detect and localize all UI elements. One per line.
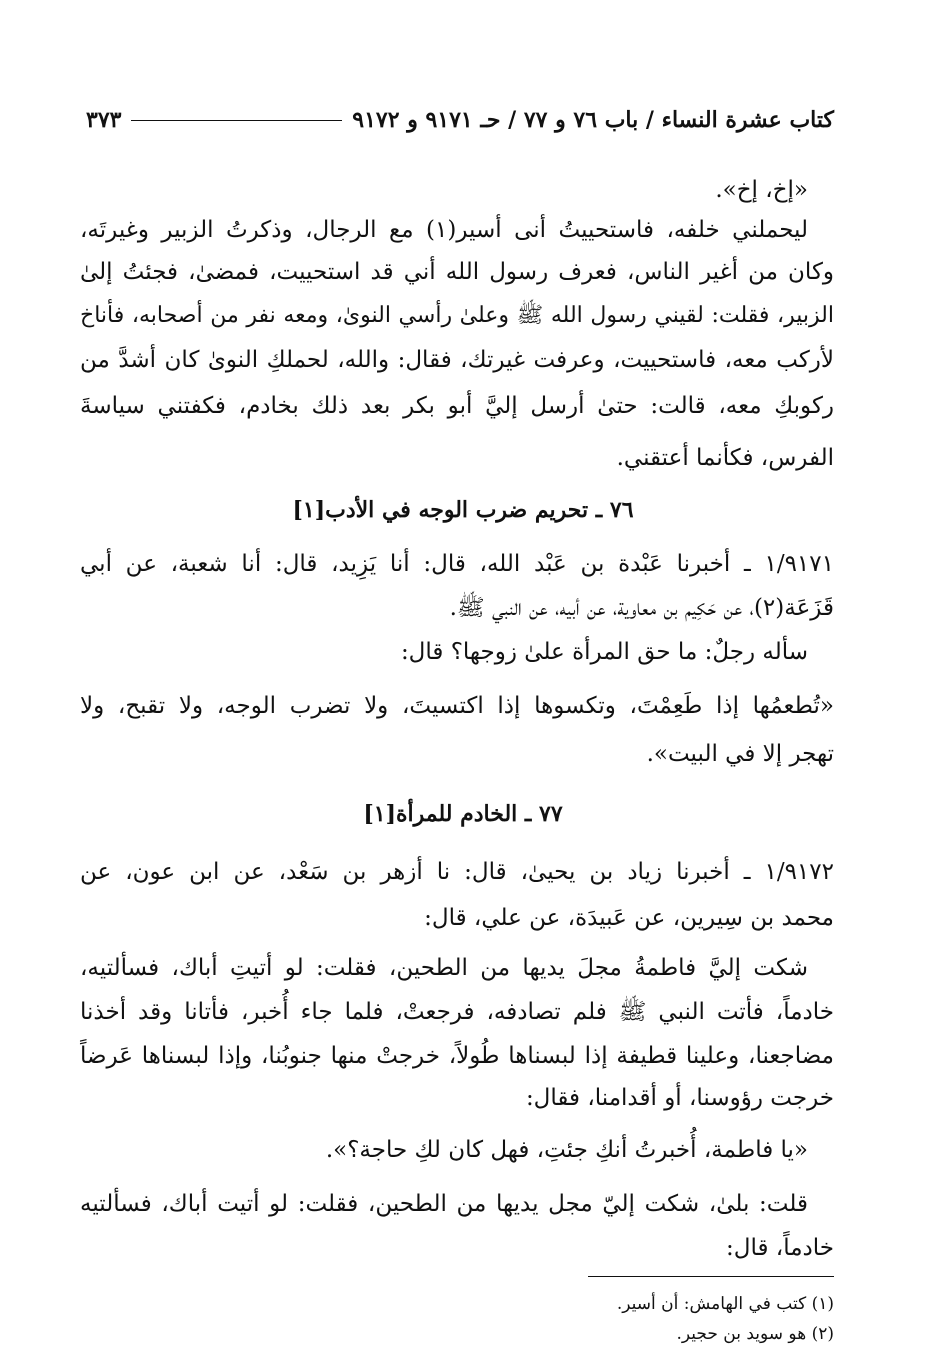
- page-number: ٣٧٣: [86, 107, 122, 133]
- text-line: الفرس، فكأنما أعتقني.: [616, 445, 834, 471]
- hadith-line: مضاجعنا، وعلينا قطيفة إذا لبسناها طُولاً، خرجتْ منها جنوبُنا، وإذا لبسناها عَرضاً: [80, 1043, 834, 1069]
- chapter-heading: ٧٦ ـ تحريم ضرب الوجه في الأدب[١]: [292, 497, 634, 523]
- text-line: «إخ، إخ».: [715, 177, 808, 203]
- hadith-line: «تُطعمُها إذا طَعِمْتَ، وتكسوها إذا اكتسيتَ، ولا تضرب الوجه، ولا تقبح، ولا: [80, 693, 834, 719]
- running-header: [86, 100, 834, 140]
- text-line: لأركب معه، فاستحييت، وعرفت غيرتك، فقال: والله، لحملكِ النوىٰ كان أشدَّ من: [80, 347, 834, 373]
- footnote-rule: [588, 1276, 834, 1277]
- hadith-line: خادماً، فأتت النبي ﷺ فلم تصادفه، فرجعتْ، فلما جاء أُخبر، فأتانا وقد أخذنا: [80, 999, 834, 1025]
- hadith-line: قلت: بلىٰ، شكت إليّ مجل يديها من الطحين، فقلت: لو أتيت أباك، فسألتيه: [80, 1191, 808, 1217]
- hadith-line: سأله رجلٌ: ما حق المرأة علىٰ زوجها؟ قال:: [400, 639, 808, 665]
- header-title: كتاب عشرة النساء / باب ٧٦ و ٧٧ / حـ ٩١٧١ و ٩١٧٢: [352, 107, 834, 133]
- hadith-line: ١/٩١٧١ ـ أخبرنا عَبْدة بن عَبْد الله، قال: أنا يَزِيد، قال: أنا شعبة، عن أبي: [80, 551, 834, 577]
- hadith-line: خادماً، قال:: [726, 1235, 834, 1261]
- footnote: (٢) هو سويد بن حجير.: [676, 1324, 834, 1344]
- hadith-line: شكت إليَّ فاطمةُ مجلَ يديها من الطحين، فقلت: لو أتيتِ أباك، فسألتيه،: [80, 955, 808, 981]
- text-line: الزبير، فقلت: لقيني رسول الله ﷺ وعلىٰ رأسي النوىٰ، ومعه نفر من أصحابه، فأناخ: [80, 303, 834, 328]
- hadith-line: محمد بن سِيرين، عن عَبيدَة، عن علي، قال:: [424, 905, 834, 931]
- hadith-line: «يا فاطمة، أُخبرتُ أنكِ جئتِ، فهل كان لكِ حاجة؟».: [325, 1137, 808, 1163]
- text-line: ليحملني خلفه، فاستحييتُ أنى أسير(١) مع الرجال، وذكرتُ الزبير وغيرتَه،: [80, 217, 808, 243]
- hadith-line: تهجر إلا في البيت».: [646, 741, 834, 767]
- text-line: وكان من أغير الناس، فعرف رسول الله أني قد استحييت، فمضىٰ، فجئتُ إلىٰ: [80, 259, 834, 285]
- footnote: (١) كتب في الهامش: أن أسير.: [616, 1294, 834, 1314]
- hadith-line: قَزَعَة(٢)، عن حَكِيم بن معاوية، عن أبيه، عن النبي ﷺ.: [449, 595, 834, 621]
- hadith-line: خرجت رؤوسنا، أو أقدامنا، فقال:: [525, 1085, 834, 1111]
- text-line: ركوبكِ معه، قالت: حتىٰ أرسل إليَّ أبو بكر بعد ذلك بخادم، فكفتني سياسةَ: [80, 393, 834, 419]
- header-rule: [131, 120, 342, 121]
- chapter-heading: ٧٧ ـ الخادم للمرأة[١]: [363, 801, 563, 827]
- hadith-line: ١/٩١٧٢ ـ أخبرنا زياد بن يحيىٰ، قال: نا أزهر بن سَعْد، عن ابن عون، عن: [80, 859, 834, 885]
